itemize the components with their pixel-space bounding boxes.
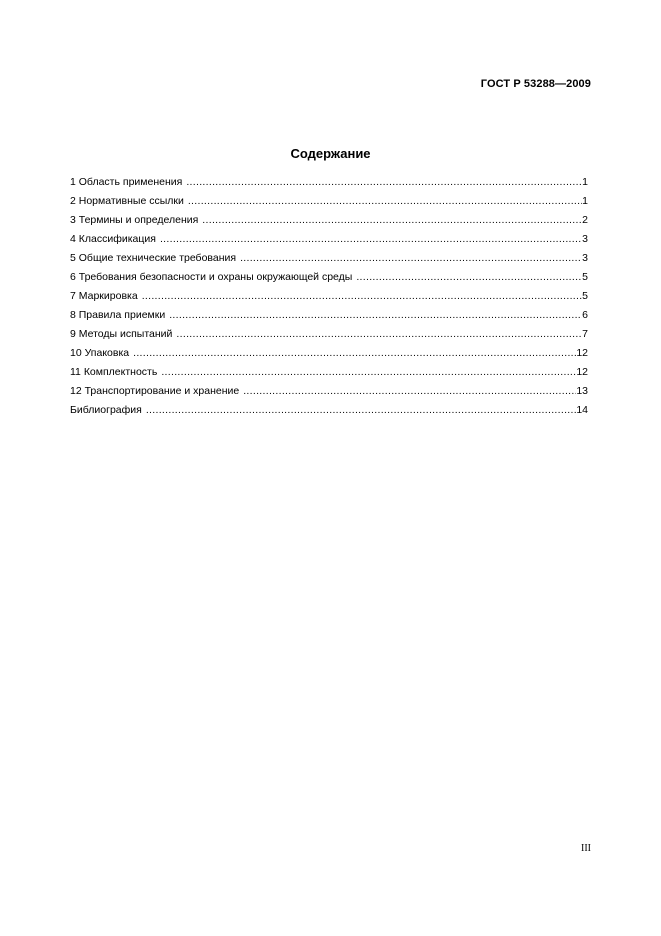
toc-item-scope[interactable] — [70, 173, 588, 192]
toc-item-label: 7 Маркировка — [70, 290, 138, 302]
toc-item-marking[interactable] — [70, 287, 588, 306]
toc-item-label: 4 Классификация — [70, 233, 156, 245]
toc-item-page: 7 — [582, 328, 588, 340]
dot-leader — [186, 173, 582, 192]
dot-leader — [133, 344, 576, 363]
toc-item-page: 2 — [582, 214, 588, 226]
toc-item-label: 8 Правила приемки — [70, 309, 166, 321]
dot-leader — [240, 249, 582, 268]
toc-item-page: 1 — [582, 176, 588, 188]
toc-item-completeness[interactable] — [70, 363, 588, 382]
dot-leader — [356, 268, 582, 287]
toc-item-packaging[interactable] — [70, 344, 588, 363]
dot-leader — [202, 211, 582, 230]
page-number: III — [581, 843, 591, 854]
dot-leader — [142, 287, 582, 306]
toc-item-label: 3 Термины и определения — [70, 214, 199, 226]
toc-item-label: 5 Общие технические требования — [70, 252, 237, 264]
toc-item-transport-storage[interactable] — [70, 382, 588, 401]
toc-item-bibliography[interactable] — [70, 401, 588, 420]
toc-item-label: 12 Транспортирование и хранение — [70, 385, 240, 397]
toc-item-page: 12 — [576, 366, 588, 378]
toc-item-classification[interactable] — [70, 230, 588, 249]
dot-leader — [176, 325, 582, 344]
toc-item-label: 6 Требования безопасности и охраны окружающей среды — [70, 271, 353, 283]
toc-item-page: 5 — [582, 271, 588, 283]
toc-item-acceptance-rules[interactable] — [70, 306, 588, 325]
toc-item-page: 13 — [576, 385, 588, 397]
document-code: ГОСТ Р 53288—2009 — [480, 78, 591, 90]
dot-leader — [160, 230, 582, 249]
table-of-contents — [70, 173, 588, 420]
toc-item-page: 12 — [576, 347, 588, 359]
dot-leader — [146, 401, 576, 420]
toc-item-safety-requirements[interactable] — [70, 268, 588, 287]
toc-item-label: 2 Нормативные ссылки — [70, 195, 184, 207]
toc-item-page: 6 — [582, 309, 588, 321]
toc-item-terms[interactable] — [70, 211, 588, 230]
toc-item-technical-requirements[interactable] — [70, 249, 588, 268]
dot-leader — [188, 192, 582, 211]
toc-item-page: 1 — [582, 195, 588, 207]
toc-item-page: 3 — [582, 252, 588, 264]
toc-item-page: 5 — [582, 290, 588, 302]
toc-title: Содержание — [290, 146, 371, 161]
toc-item-page: 3 — [582, 233, 588, 245]
toc-item-normative-references[interactable] — [70, 192, 588, 211]
toc-item-label: 1 Область применения — [70, 176, 183, 188]
toc-item-page: 14 — [576, 404, 588, 416]
toc-item-label: 9 Методы испытаний — [70, 328, 173, 340]
dot-leader — [243, 382, 576, 401]
toc-item-label: Библиография — [70, 404, 142, 416]
toc-item-label: 11 Комплектность — [70, 366, 158, 378]
dot-leader — [161, 363, 576, 382]
toc-item-test-methods[interactable] — [70, 325, 588, 344]
dot-leader — [169, 306, 582, 325]
toc-item-label: 10 Упаковка — [70, 347, 130, 359]
